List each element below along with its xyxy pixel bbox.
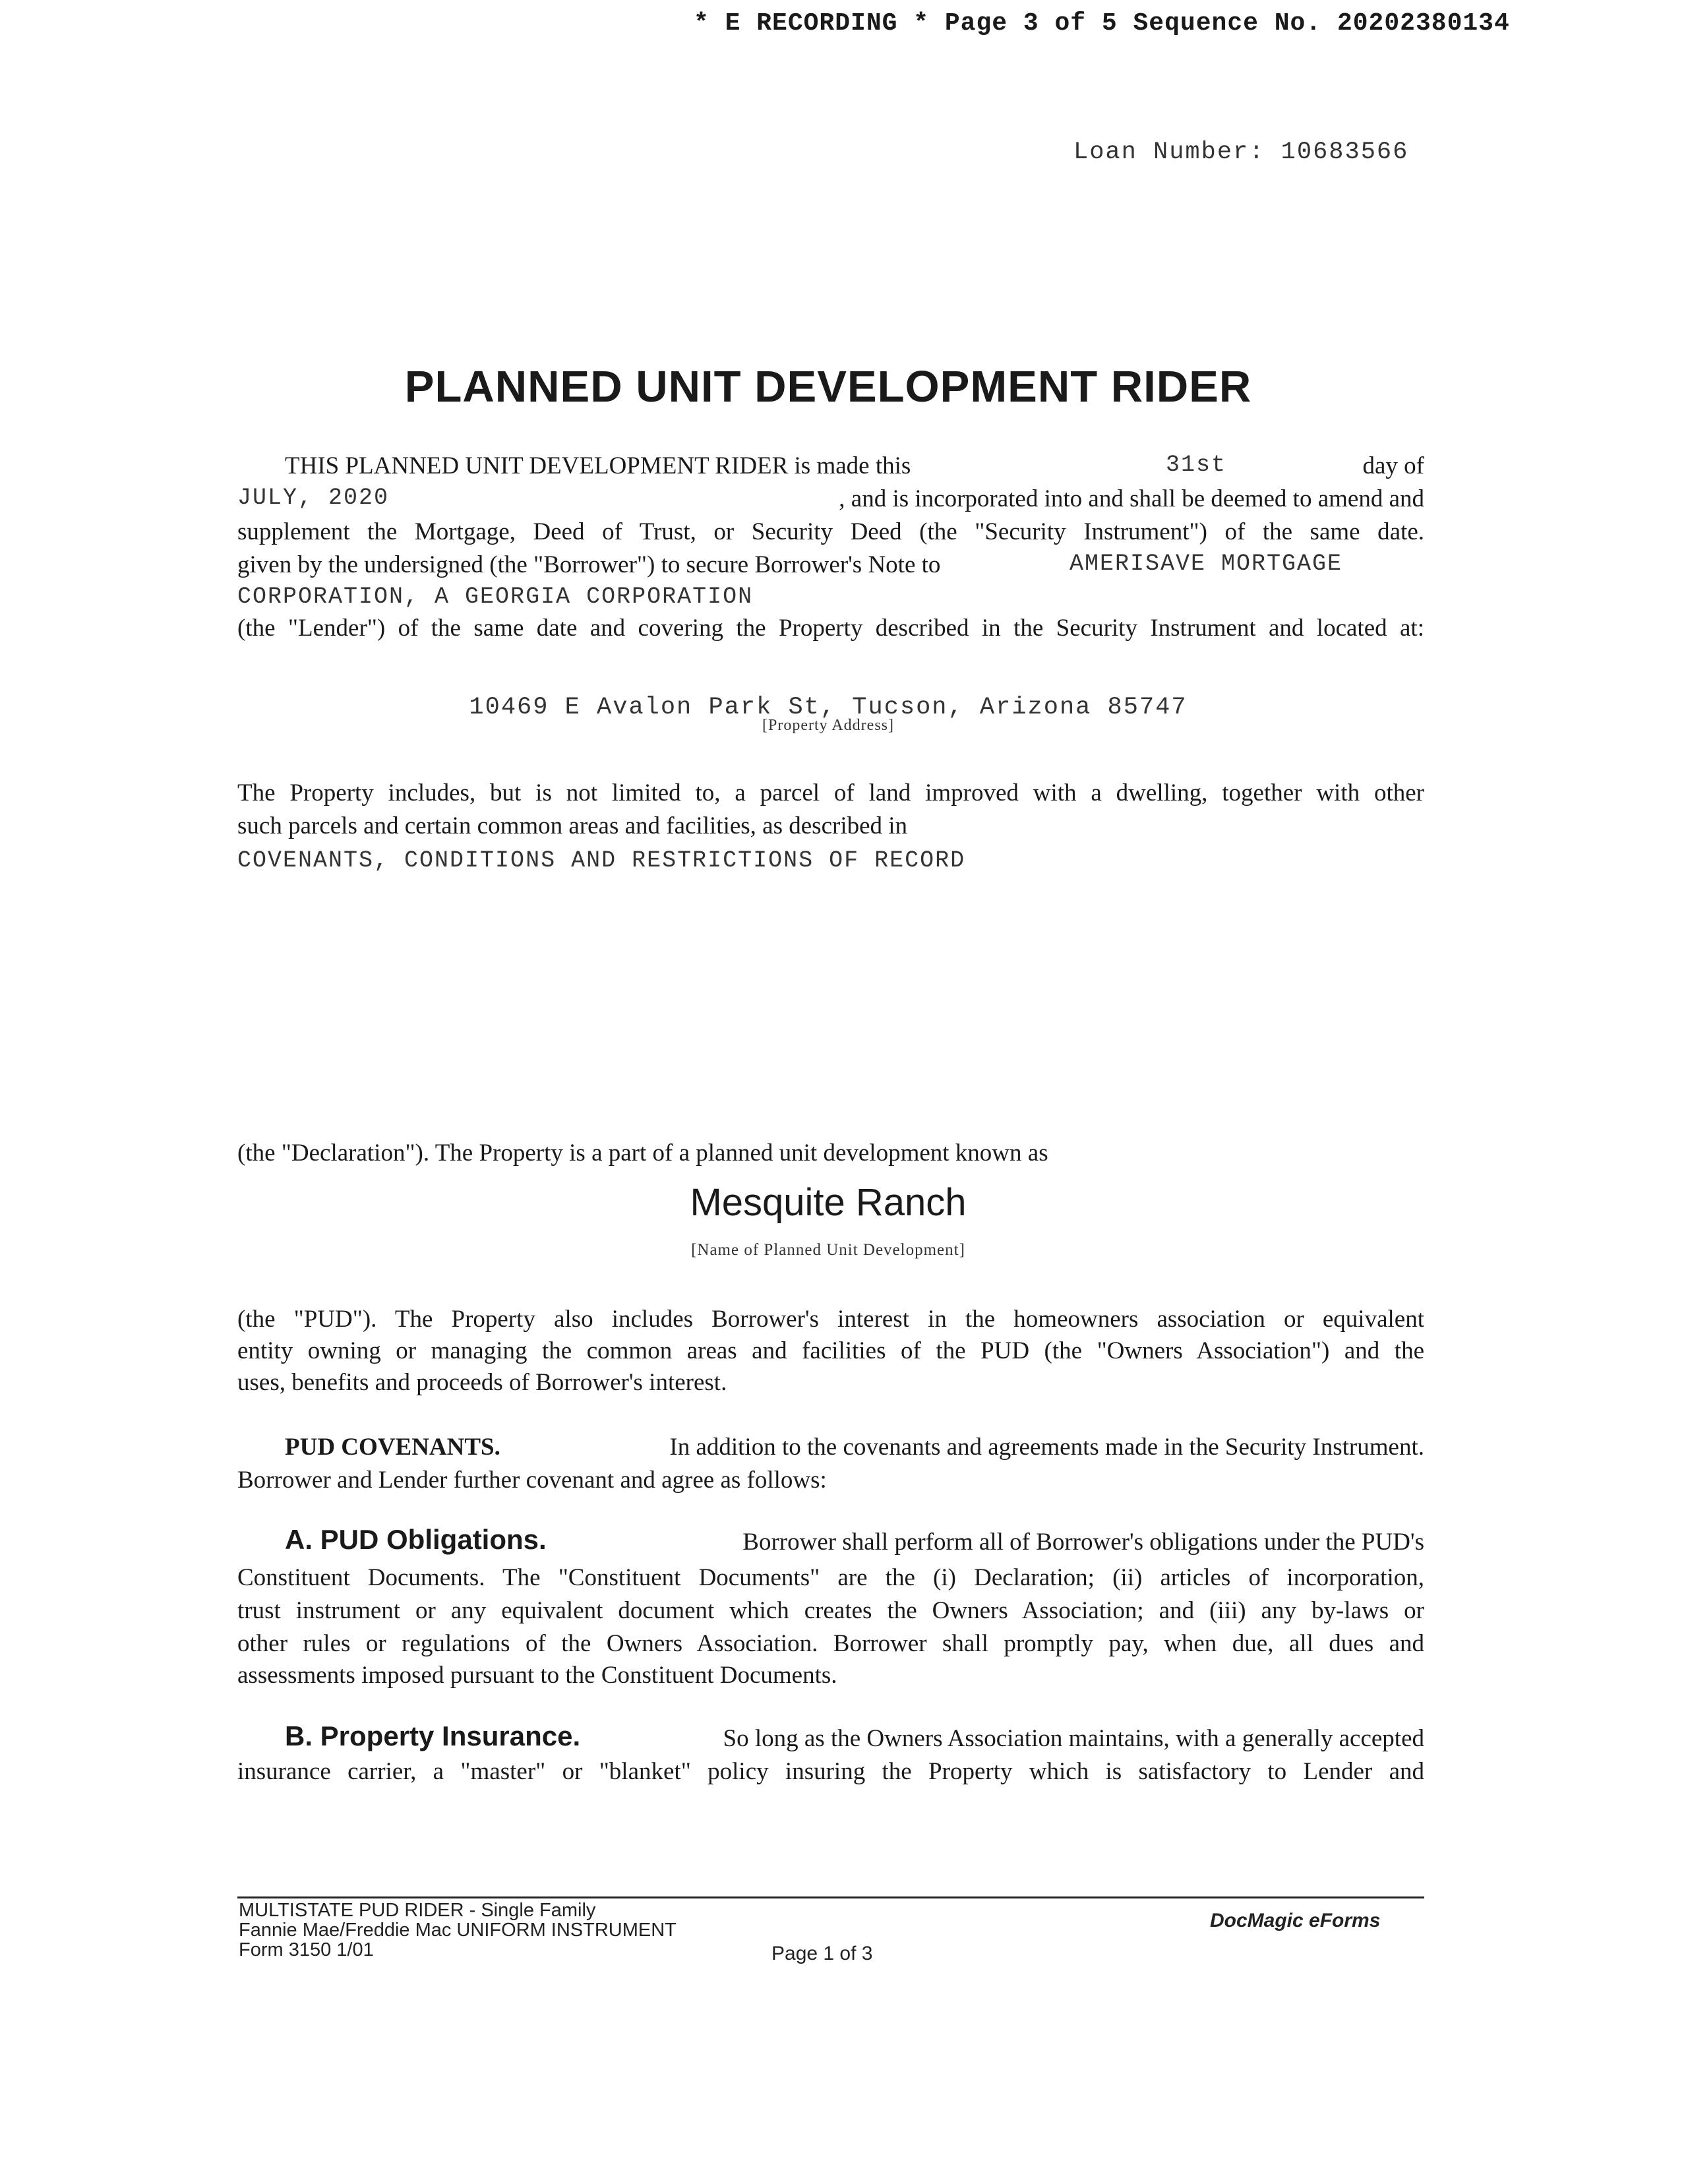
section-b-text-1: So long as the Owners Association maintains, with a generally accepted xyxy=(723,1725,1424,1752)
pud-para-line-2: entity owning or managing the common areas and facilities of the PUD (the "Owners Association") and the xyxy=(237,1337,1424,1364)
declaration-name: COVENANTS, CONDITIONS AND RESTRICTIONS OF RECORD xyxy=(237,847,966,874)
property-address-caption: [Property Address] xyxy=(762,717,894,734)
lender-name-part-2: CORPORATION, A GEORGIA CORPORATION xyxy=(237,584,754,610)
footer-form-info xyxy=(239,1900,677,1960)
pud-name: Mesquite Ranch xyxy=(690,1181,967,1224)
covenants-label: PUD COVENANTS. xyxy=(285,1434,500,1461)
intro-line-4 xyxy=(237,553,1424,577)
includes-line-1: The Property includes, but is not limited to, a parcel of land improved with a dwelling, together with other xyxy=(237,779,1424,806)
section-a-line-5: assessments imposed pursuant to the Constituent Documents. xyxy=(237,1662,837,1689)
loan-number-value: 10683566 xyxy=(1281,138,1409,166)
section-a-heading: A. PUD Obligations. xyxy=(285,1524,547,1555)
intro-text-2: , and is incorporated into and shall be deemed to amend and xyxy=(839,485,1424,512)
lender-name-part-1: AMERISAVE MORTGAGE xyxy=(1070,551,1343,577)
covenants-text-1: In addition to the covenants and agreements made in the Security Instrument. xyxy=(669,1434,1424,1461)
intro-text-1: THIS PLANNED UNIT DEVELOPMENT RIDER is made this xyxy=(285,452,911,479)
declaration-line: (the "Declaration"). The Property is a part of a planned unit development known as xyxy=(237,1139,1048,1167)
section-a-line-3: trust instrument or any equivalent document which creates the Owners Association; and (iii) any by-laws or xyxy=(237,1597,1424,1624)
footer-divider xyxy=(237,1896,1424,1898)
section-a-line-4: other rules or regulations of the Owners Association. Borrower shall promptly pay, when due, all dues and xyxy=(237,1630,1424,1657)
includes-line-2: such parcels and certain common areas and facilities, as described in xyxy=(237,812,908,839)
loan-number-line xyxy=(1073,138,1408,166)
intro-line-5: (the "Lender") of the same date and covering the Property described in the Security Instrument and located at: xyxy=(237,615,1424,642)
section-b-heading: B. Property Insurance. xyxy=(285,1720,581,1751)
rider-day-value: 31st xyxy=(1166,452,1227,478)
pud-para-line-3: uses, benefits and proceeds of Borrower's interest. xyxy=(237,1369,727,1396)
recording-header: * E RECORDING * Page 3 of 5 Sequence No. 20202380134 xyxy=(694,9,1510,38)
covenants-line-2: Borrower and Lender further covenant and agree as follows: xyxy=(237,1467,827,1494)
property-address: 10469 E Avalon Park St, Tucson, Arizona 85747 xyxy=(469,694,1188,721)
footer-line-1: MULTISTATE PUD RIDER - Single Family xyxy=(239,1900,596,1921)
intro-line-3: supplement the Mortgage, Deed of Trust, or Security Deed (the "Security Instrument") of the same date. xyxy=(237,518,1424,545)
section-b-line-2: insurance carrier, a "master" or "blanket" policy insuring the Property which is satisfactory to Lender and xyxy=(237,1758,1424,1785)
pud-name-caption: [Name of Planned Unit Development] xyxy=(691,1241,965,1259)
section-a-text-1: Borrower shall perform all of Borrower's obligations under the PUD's xyxy=(742,1529,1424,1556)
section-a-line-2: Constituent Documents. The "Constituent Documents" are the (i) Declaration; (ii) articles of incorporation, xyxy=(237,1564,1424,1591)
pud-para-line-1: (the "PUD"). The Property also includes Borrower's interest in the homeowners association or equivalent xyxy=(237,1306,1424,1333)
footer-brand-logo: DocMagic eForms xyxy=(1210,1910,1381,1931)
loan-number-label: Loan Number: xyxy=(1073,138,1265,166)
rider-date-value: JULY, 2020 xyxy=(237,485,390,511)
footer-line-2: Fannie Mae/Freddie Mac UNIFORM INSTRUMENT xyxy=(239,1920,677,1941)
footer-line-3: Form 3150 1/01 xyxy=(239,1939,374,1960)
footer-page-number: Page 1 of 3 xyxy=(771,1943,873,1964)
intro-day-of: day of xyxy=(1362,452,1424,479)
intro-text-4: given by the undersigned (the "Borrower") to secure Borrower's Note to xyxy=(237,551,941,578)
document-title: PLANNED UNIT DEVELOPMENT RIDER xyxy=(404,362,1252,411)
